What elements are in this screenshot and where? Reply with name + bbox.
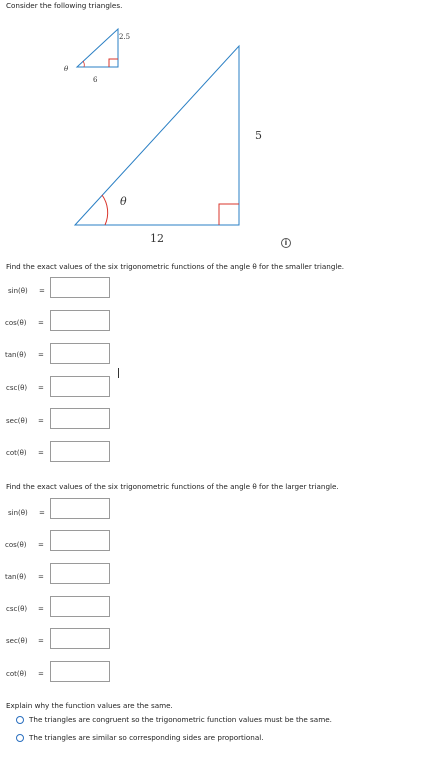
small-tan-label: tan(θ) (5, 351, 27, 359)
large-sec-input[interactable] (50, 628, 110, 649)
small-triangle (77, 29, 118, 67)
text-cursor-icon (118, 368, 119, 378)
large-cos-input[interactable] (50, 530, 110, 551)
small-cos-input[interactable] (50, 310, 110, 331)
large-height-label: 5 (255, 129, 262, 142)
large-base-label: 12 (150, 232, 164, 245)
large-cot-eq: = (38, 670, 44, 678)
small-base-label: 6 (93, 76, 98, 84)
small-cot-label: cot(θ) (6, 449, 27, 457)
prompt-text: Consider the following triangles. (6, 1, 123, 10)
small-csc-input[interactable] (50, 376, 110, 397)
small-csc-eq: = (38, 384, 44, 392)
small-sec-input[interactable] (50, 408, 110, 429)
info-icon[interactable]: i (281, 238, 291, 248)
large-cot-label: cot(θ) (6, 670, 27, 678)
small-cos-label: cos(θ) (5, 319, 27, 327)
instruction-small: Find the exact values of the six trigonometric functions of the angle θ for the smaller triangle. (6, 262, 345, 271)
option-similar-label: The triangles are similar so corresponding sides are proportional. (29, 733, 264, 742)
large-cos-label: cos(θ) (5, 541, 27, 549)
small-cos-eq: = (38, 319, 44, 327)
radio-congruent[interactable] (16, 716, 24, 724)
small-angle-label: θ (64, 65, 69, 73)
small-sin-input[interactable] (50, 277, 110, 298)
small-sec-label: sec(θ) (6, 417, 28, 425)
small-cot-eq: = (38, 449, 44, 457)
large-csc-eq: = (38, 605, 44, 613)
large-cos-eq: = (38, 541, 44, 549)
large-sin-eq: = (39, 509, 45, 517)
small-cot-input[interactable] (50, 441, 110, 462)
small-csc-label: csc(θ) (6, 384, 28, 392)
small-sin-eq: = (39, 287, 45, 295)
large-sin-label: sin(θ) (8, 509, 28, 517)
large-angle-label: θ (120, 195, 127, 208)
large-csc-label: csc(θ) (6, 605, 28, 613)
small-sin-label: sin(θ) (8, 287, 28, 295)
small-tan-eq: = (38, 351, 44, 359)
large-triangle (75, 46, 239, 225)
small-sec-eq: = (38, 417, 44, 425)
radio-similar[interactable] (16, 734, 24, 742)
small-height-label: 2.5 (119, 33, 131, 41)
large-csc-input[interactable] (50, 596, 110, 617)
large-cot-input[interactable] (50, 661, 110, 682)
small-tan-input[interactable] (50, 343, 110, 364)
large-tan-label: tan(θ) (5, 573, 27, 581)
explain-question: Explain why the function values are the same. (6, 701, 173, 710)
large-sin-input[interactable] (50, 498, 110, 519)
option-congruent-label: The triangles are congruent so the trigonometric function values must be the same. (29, 715, 332, 724)
triangles-figure (0, 0, 442, 260)
large-tan-eq: = (38, 573, 44, 581)
large-sec-label: sec(θ) (6, 637, 28, 645)
large-sec-eq: = (38, 637, 44, 645)
large-tan-input[interactable] (50, 563, 110, 584)
instruction-large: Find the exact values of the six trigonometric functions of the angle θ for the larger triangle. (6, 482, 339, 491)
